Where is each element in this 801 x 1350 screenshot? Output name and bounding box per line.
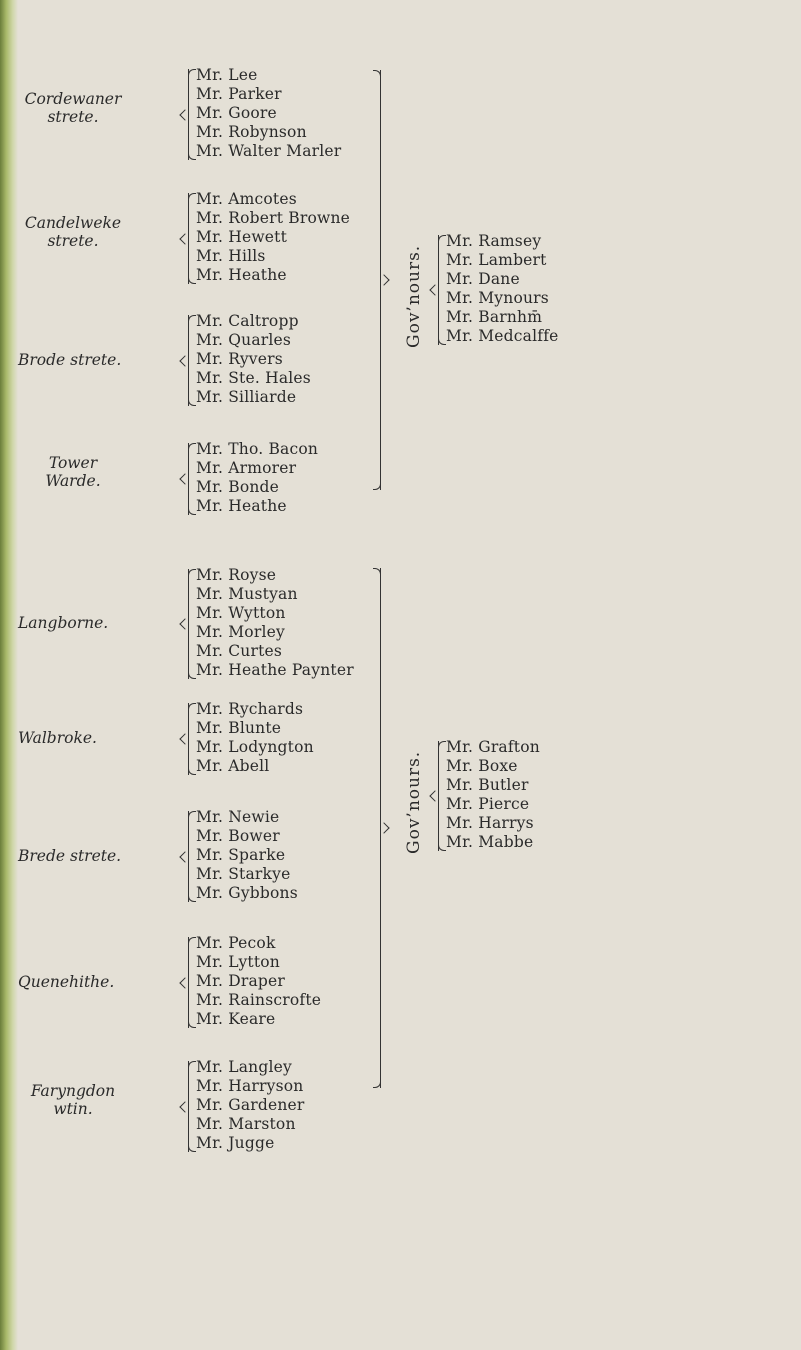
person-name: Mr. Bower [196,827,280,845]
person-name: Mr. Ramsey [446,232,542,250]
left-brace [438,235,439,345]
person-name: Mr. Rainscrofte [196,991,322,1009]
ward-name-line: Walbroke. [18,729,97,747]
person-name: Mr. Lytton [196,953,280,971]
ward-group [18,808,418,903]
brace-point [179,618,190,629]
person-name: Mr. Hewett [196,228,288,246]
brace-point [179,977,190,988]
person-name: Mr. Grafton [446,738,540,756]
name-list [196,934,321,1029]
person-name: Mr. Butler [446,776,529,794]
ward-group [18,934,418,1029]
name-list [196,312,311,407]
ward-name [18,90,128,126]
book-spine-edge [0,0,18,1350]
right-brace [380,70,381,490]
person-name: Mr. Boxe [446,757,518,775]
right-brace [380,568,381,1088]
name-list [196,440,318,516]
name-list [196,700,314,776]
person-name: Mr. Royse [196,566,277,584]
person-name: Mr. Barnhm̄ [446,308,543,326]
person-name: Mr. Jugge [196,1134,275,1152]
person-name: Mr. Pecok [196,934,276,952]
person-name: Mr. Harrys [446,814,534,832]
person-name: Mr. Quarles [196,331,292,349]
person-name: Mr. Goore [196,104,277,122]
ward-name-line: strete. [47,107,99,126]
ward-name-line: Cordewaner [24,89,122,108]
name-list [446,232,559,346]
person-name: Mr. Mustyan [196,585,298,603]
ward-name-line: Quenehithe. [18,972,115,991]
person-name: Mr. Mynours [446,289,549,307]
ward-name-line: Warde. [45,472,101,490]
left-brace [438,741,439,851]
ward-name-line: wtin. [53,1099,93,1118]
person-name: Mr. Caltropp [196,312,299,330]
ward-name-line: Tower [48,454,98,472]
person-name: Mr. Dane [446,270,520,288]
name-list [196,190,350,285]
ward-name-line: Candelweke [24,213,122,232]
person-name: Mr. Ryvers [196,350,283,368]
ward-name [18,454,128,490]
person-name: Mr. Morley [196,623,285,641]
person-name: Mr. Rychards [196,700,304,718]
person-name: Mr. Lambert [446,251,547,269]
name-list [196,1058,305,1153]
person-name: Mr. Bonde [196,478,280,496]
ward-name-line: Brede strete. [18,846,122,865]
left-brace [188,811,189,902]
left-brace [188,69,189,160]
person-name: Mr. Keare [196,1010,276,1028]
ward-group [18,66,418,161]
person-name: Mr. Robynson [196,123,307,141]
brace-point [179,233,190,244]
person-name: Mr. Curtes [196,642,283,660]
ward-group [18,1058,418,1153]
person-name: Mr. Pierce [446,795,530,813]
ward-group [18,700,418,776]
governors-label: Gov’nours. [404,244,424,348]
ward-name-line: Faryngdon [30,1081,116,1100]
ward-name [18,973,178,991]
ward-name-line: Langborne. [18,614,109,632]
left-brace [188,193,189,284]
ward-group [18,566,418,680]
brace-point [429,284,440,295]
person-name: Mr. Wytton [196,604,286,622]
person-name: Mr. Walter Marler [196,142,342,160]
brace-point [179,733,190,744]
person-name: Mr. Lee [196,66,258,84]
person-name: Mr. Langley [196,1058,292,1076]
person-name: Mr. Heathe Paynter [196,661,354,679]
person-name: Mr. Mabbe [446,833,534,851]
ward-name-line: Brode strete. [18,350,122,369]
document-page [18,0,801,1350]
left-brace [188,315,189,406]
ward-group [18,190,418,285]
left-brace [188,443,189,515]
name-list [196,808,298,903]
name-list [446,738,540,852]
person-name: Mr. Ste. Hales [196,369,311,387]
ward-name [18,729,128,747]
person-name: Mr. Parker [196,85,282,103]
person-name: Mr. Marston [196,1115,296,1133]
left-brace [188,703,189,775]
ward-name [18,214,128,250]
person-name: Mr. Robert Browne [196,209,351,227]
brace-point [429,790,440,801]
person-name: Mr. Harryson [196,1077,304,1095]
brace-point [179,355,190,366]
ward-name [18,614,128,632]
ward-group [18,440,418,516]
person-name: Mr. Tho. Bacon [196,440,319,458]
person-name: Mr. Gardener [196,1096,305,1114]
ward-name [18,351,178,369]
left-brace [188,1061,189,1152]
brace-point [179,473,190,484]
name-list [196,66,341,161]
person-name: Mr. Armorer [196,459,297,477]
person-name: Mr. Blunte [196,719,282,737]
person-name: Mr. Silliarde [196,388,297,406]
person-name: Mr. Gybbons [196,884,298,902]
person-name: Mr. Starkye [196,865,291,883]
person-name: Mr. Medcalffe [446,327,559,345]
person-name: Mr. Heathe [196,497,287,515]
person-name: Mr. Draper [196,972,286,990]
person-name: Mr. Heathe [196,266,287,284]
governors-label: Gov’nours. [404,750,424,854]
person-name: Mr. Amcotes [196,190,297,208]
person-name: Mr. Newie [196,808,280,826]
person-name: Mr. Hills [196,247,266,265]
person-name: Mr. Sparke [196,846,286,864]
ward-group [18,312,418,407]
left-brace [188,569,189,679]
brace-point [179,851,190,862]
ward-name [18,847,178,865]
ward-name-line: strete. [47,231,99,250]
ward-name [18,1082,128,1118]
left-brace [188,937,189,1028]
person-name: Mr. Abell [196,757,270,775]
brace-point [179,109,190,120]
name-list [196,566,354,680]
brace-point [179,1101,190,1112]
person-name: Mr. Lodyngton [196,738,314,756]
